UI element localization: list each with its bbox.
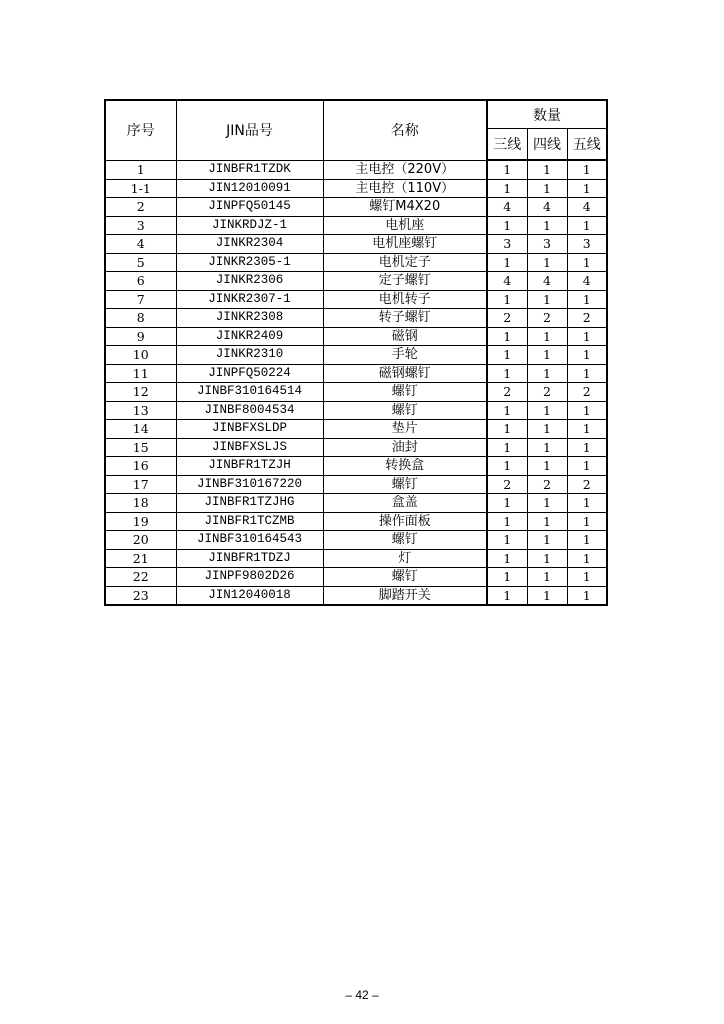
cell-seq: 13: [105, 401, 176, 420]
cell-qty-four-wire: 1: [527, 457, 567, 476]
cell-jin: JINKR2307-1: [176, 290, 323, 309]
cell-name: 主电控（220V）: [323, 160, 487, 179]
header-name: 名称: [323, 100, 487, 160]
cell-name: 垫片: [323, 420, 487, 439]
cell-jin: JINBFR1TDZJ: [176, 549, 323, 568]
header-qty-five-wire: 五线: [567, 129, 607, 161]
table-row: [105, 235, 607, 254]
cell-jin: JIN12040018: [176, 586, 323, 605]
cell-qty-three-wire: 1: [487, 512, 527, 531]
cell-qty-three-wire: 1: [487, 216, 527, 235]
cell-qty-five-wire: 1: [567, 160, 607, 179]
cell-jin: JINBFR1TZJH: [176, 457, 323, 476]
cell-qty-three-wire: 4: [487, 272, 527, 291]
cell-qty-three-wire: 1: [487, 531, 527, 550]
cell-seq: 14: [105, 420, 176, 439]
cell-qty-five-wire: 1: [567, 512, 607, 531]
cell-qty-four-wire: 1: [527, 568, 567, 587]
cell-name: 主电控（110V）: [323, 179, 487, 198]
cell-seq: 12: [105, 383, 176, 402]
cell-qty-five-wire: 1: [567, 420, 607, 439]
table-row: [105, 531, 607, 550]
cell-name: 螺钉: [323, 383, 487, 402]
cell-qty-three-wire: 2: [487, 383, 527, 402]
cell-seq: 7: [105, 290, 176, 309]
cell-name: 电机转子: [323, 290, 487, 309]
cell-qty-three-wire: 1: [487, 253, 527, 272]
cell-qty-three-wire: 1: [487, 457, 527, 476]
cell-name: 操作面板: [323, 512, 487, 531]
cell-qty-five-wire: 4: [567, 272, 607, 291]
cell-qty-four-wire: 1: [527, 216, 567, 235]
table-row: [105, 160, 607, 179]
table-row: [105, 290, 607, 309]
cell-qty-four-wire: 1: [527, 549, 567, 568]
cell-qty-five-wire: 2: [567, 383, 607, 402]
cell-qty-three-wire: 1: [487, 494, 527, 513]
cell-jin: JIN12010091: [176, 179, 323, 198]
cell-qty-four-wire: 1: [527, 531, 567, 550]
cell-qty-five-wire: 1: [567, 216, 607, 235]
cell-qty-four-wire: 1: [527, 438, 567, 457]
cell-qty-three-wire: 1: [487, 327, 527, 346]
cell-name: 电机座螺钉: [323, 235, 487, 254]
cell-qty-four-wire: 1: [527, 420, 567, 439]
cell-name: 磁钢螺钉: [323, 364, 487, 383]
table-row: [105, 198, 607, 217]
cell-qty-three-wire: 1: [487, 401, 527, 420]
cell-jin: JINKRDJZ-1: [176, 216, 323, 235]
cell-qty-three-wire: 1: [487, 549, 527, 568]
cell-qty-three-wire: 1: [487, 586, 527, 605]
header-qty-three-wire: 三线: [487, 129, 527, 161]
cell-qty-three-wire: 3: [487, 235, 527, 254]
cell-jin: JINBFR1TZDK: [176, 160, 323, 179]
cell-name: 螺钉M4X20: [323, 198, 487, 217]
cell-qty-five-wire: 1: [567, 531, 607, 550]
cell-qty-three-wire: 1: [487, 346, 527, 365]
cell-jin: JINBFR1TZJHG: [176, 494, 323, 513]
table-row: [105, 494, 607, 513]
cell-qty-four-wire: 2: [527, 309, 567, 328]
cell-qty-four-wire: 4: [527, 272, 567, 291]
cell-qty-five-wire: 1: [567, 549, 607, 568]
cell-jin: JINKR2304: [176, 235, 323, 254]
cell-jin: JINBFR1TCZMB: [176, 512, 323, 531]
cell-qty-three-wire: 1: [487, 160, 527, 179]
cell-name: 灯: [323, 549, 487, 568]
table-row: [105, 383, 607, 402]
cell-name: 螺钉: [323, 568, 487, 587]
cell-qty-four-wire: 1: [527, 253, 567, 272]
cell-jin: JINKR2310: [176, 346, 323, 365]
cell-qty-four-wire: 1: [527, 494, 567, 513]
table-row: [105, 327, 607, 346]
cell-seq: 10: [105, 346, 176, 365]
cell-jin: JINPF9802D26: [176, 568, 323, 587]
table-row: [105, 586, 607, 605]
cell-jin: JINKR2308: [176, 309, 323, 328]
cell-qty-three-wire: 1: [487, 179, 527, 198]
cell-qty-five-wire: 1: [567, 253, 607, 272]
cell-qty-five-wire: 2: [567, 309, 607, 328]
cell-seq: 1: [105, 160, 176, 179]
cell-name: 盒盖: [323, 494, 487, 513]
cell-seq: 22: [105, 568, 176, 587]
cell-qty-four-wire: 3: [527, 235, 567, 254]
cell-qty-five-wire: 1: [567, 457, 607, 476]
table-row: [105, 401, 607, 420]
cell-seq: 5: [105, 253, 176, 272]
table-row: [105, 309, 607, 328]
cell-qty-five-wire: 1: [567, 290, 607, 309]
cell-qty-five-wire: 4: [567, 198, 607, 217]
cell-name: 转换盒: [323, 457, 487, 476]
cell-seq: 18: [105, 494, 176, 513]
cell-name: 手轮: [323, 346, 487, 365]
cell-qty-four-wire: 1: [527, 346, 567, 365]
cell-qty-five-wire: 1: [567, 586, 607, 605]
cell-name: 油封: [323, 438, 487, 457]
cell-name: 螺钉: [323, 531, 487, 550]
cell-seq: 21: [105, 549, 176, 568]
cell-jin: JINBFXSLJS: [176, 438, 323, 457]
cell-qty-three-wire: 4: [487, 198, 527, 217]
cell-qty-five-wire: 1: [567, 401, 607, 420]
cell-seq: 3: [105, 216, 176, 235]
page-number: – 42 –: [345, 988, 379, 1002]
cell-qty-four-wire: 4: [527, 198, 567, 217]
cell-seq: 11: [105, 364, 176, 383]
cell-qty-five-wire: 1: [567, 568, 607, 587]
cell-qty-four-wire: 1: [527, 512, 567, 531]
table-row: [105, 457, 607, 476]
table-row: [105, 272, 607, 291]
cell-name: 脚踏开关: [323, 586, 487, 605]
cell-jin: JINPFQ50145: [176, 198, 323, 217]
cell-qty-five-wire: 1: [567, 494, 607, 513]
cell-qty-five-wire: 1: [567, 438, 607, 457]
table-body: [105, 160, 607, 605]
cell-qty-three-wire: 2: [487, 309, 527, 328]
table-row: [105, 420, 607, 439]
cell-seq: 1-1: [105, 179, 176, 198]
table-row: [105, 179, 607, 198]
cell-name: 定子螺钉: [323, 272, 487, 291]
cell-qty-five-wire: 1: [567, 346, 607, 365]
cell-seq: 2: [105, 198, 176, 217]
cell-seq: 16: [105, 457, 176, 476]
table-row: [105, 438, 607, 457]
cell-jin: JINKR2305-1: [176, 253, 323, 272]
cell-qty-four-wire: 1: [527, 160, 567, 179]
cell-seq: 4: [105, 235, 176, 254]
cell-name: 电机座: [323, 216, 487, 235]
cell-qty-four-wire: 1: [527, 401, 567, 420]
table-row: [105, 568, 607, 587]
cell-qty-five-wire: 2: [567, 475, 607, 494]
table-row: [105, 512, 607, 531]
cell-qty-three-wire: 1: [487, 568, 527, 587]
cell-qty-four-wire: 1: [527, 327, 567, 346]
cell-qty-three-wire: 2: [487, 475, 527, 494]
cell-name: 螺钉: [323, 401, 487, 420]
cell-jin: JINKR2306: [176, 272, 323, 291]
cell-qty-four-wire: 1: [527, 179, 567, 198]
cell-seq: 23: [105, 586, 176, 605]
cell-jin: JINBF310164543: [176, 531, 323, 550]
cell-seq: 15: [105, 438, 176, 457]
cell-jin: JINBF8004534: [176, 401, 323, 420]
cell-name: 转子螺钉: [323, 309, 487, 328]
cell-qty-five-wire: 1: [567, 179, 607, 198]
cell-jin: JINBFXSLDP: [176, 420, 323, 439]
cell-name: 螺钉: [323, 475, 487, 494]
cell-seq: 8: [105, 309, 176, 328]
cell-qty-four-wire: 1: [527, 290, 567, 309]
cell-jin: JINKR2409: [176, 327, 323, 346]
table-row: [105, 253, 607, 272]
header-qty-four-wire: 四线: [527, 129, 567, 161]
cell-qty-four-wire: 1: [527, 364, 567, 383]
cell-jin: JINPFQ50224: [176, 364, 323, 383]
cell-qty-four-wire: 2: [527, 475, 567, 494]
cell-seq: 19: [105, 512, 176, 531]
header-seq: 序号: [105, 100, 176, 160]
table-row: [105, 346, 607, 365]
cell-qty-five-wire: 3: [567, 235, 607, 254]
cell-qty-three-wire: 1: [487, 364, 527, 383]
header-qty: 数量: [487, 100, 607, 129]
table-row: [105, 549, 607, 568]
cell-jin: JINBF310167220: [176, 475, 323, 494]
cell-qty-three-wire: 1: [487, 290, 527, 309]
table-row: [105, 364, 607, 383]
header-jin: JIN品号: [176, 100, 323, 160]
table-row: [105, 216, 607, 235]
cell-qty-five-wire: 1: [567, 327, 607, 346]
cell-jin: JINBF310164514: [176, 383, 323, 402]
cell-qty-three-wire: 1: [487, 420, 527, 439]
cell-seq: 17: [105, 475, 176, 494]
cell-qty-five-wire: 1: [567, 364, 607, 383]
cell-seq: 20: [105, 531, 176, 550]
table-row: [105, 475, 607, 494]
cell-name: 磁钢: [323, 327, 487, 346]
parts-table: [104, 99, 608, 606]
cell-seq: 9: [105, 327, 176, 346]
cell-seq: 6: [105, 272, 176, 291]
cell-name: 电机定子: [323, 253, 487, 272]
cell-qty-four-wire: 2: [527, 383, 567, 402]
cell-qty-four-wire: 1: [527, 586, 567, 605]
cell-qty-three-wire: 1: [487, 438, 527, 457]
